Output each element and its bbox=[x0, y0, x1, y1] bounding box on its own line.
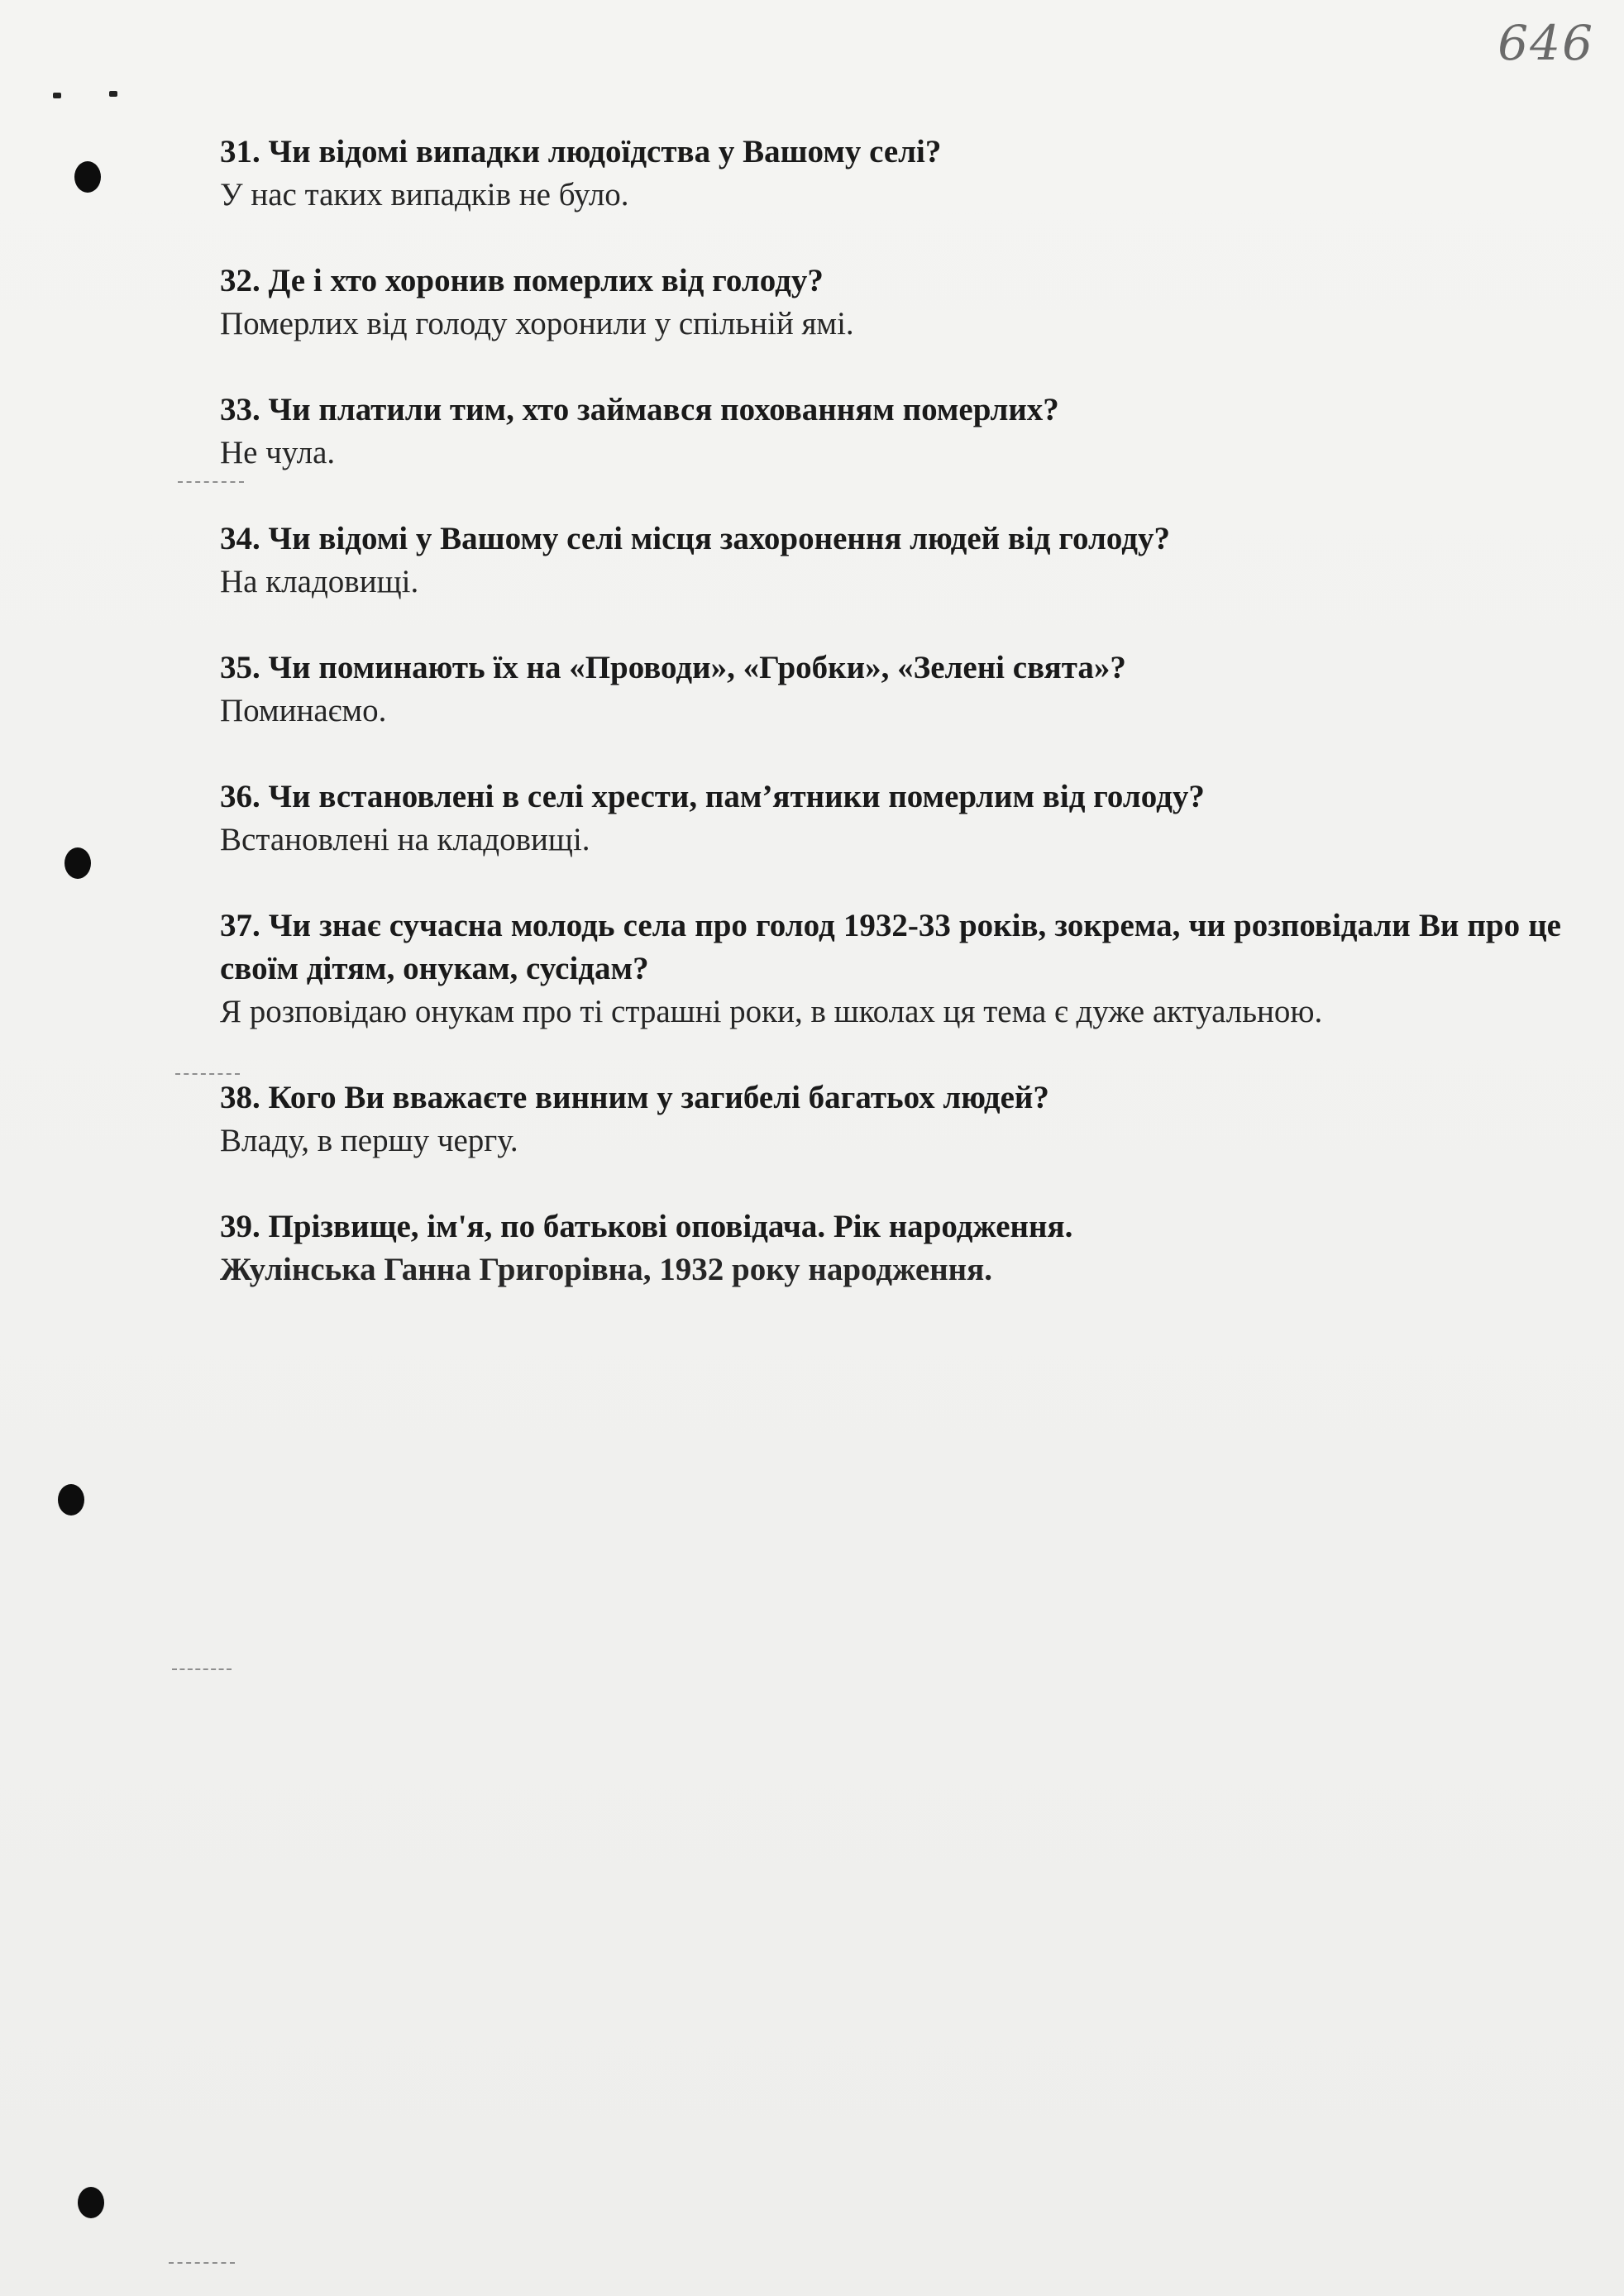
punch-hole bbox=[58, 1484, 84, 1516]
qa-item-38 bbox=[220, 1076, 1561, 1162]
answer-text: У нас таких випадків не було. bbox=[220, 177, 629, 212]
punch-hole bbox=[74, 161, 101, 193]
punch-hole bbox=[78, 2187, 104, 2218]
answer-text: На кладовищі. bbox=[220, 564, 419, 599]
question-text: 34. Чи відомі у Вашому селі місця захоронення людей від голоду? bbox=[220, 521, 1170, 556]
question-text: 31. Чи відомі випадки людоїдства у Вашому селі? bbox=[220, 134, 942, 169]
question-text: 38. Кого Ви вважаєте винним у загибелі багатьох людей? bbox=[220, 1080, 1049, 1115]
punch-hole bbox=[64, 847, 91, 879]
question-text: 33. Чи платили тим, хто займався похованням померлих? bbox=[220, 392, 1059, 427]
question-text: 35. Чи поминають їх на «Проводи», «Гробки», «Зелені свята»? bbox=[220, 650, 1126, 685]
qa-item-32 bbox=[220, 260, 1561, 346]
answer-text: Я розповідаю онукам про ті страшні роки, в школах ця тема є дуже актуальною. bbox=[220, 994, 1323, 1029]
question-text: 37. Чи знає сучасна молодь села про голод 1932-33 років, зокрема, чи розповідали Ви про це своїм дітям, онукам, сусідам? bbox=[220, 908, 1561, 986]
qa-item-37 bbox=[220, 905, 1561, 1033]
qa-item-39 bbox=[220, 1205, 1561, 1291]
qa-item-35 bbox=[220, 647, 1561, 733]
corner-mark bbox=[53, 93, 61, 98]
question-text: 32. Де і хто хоронив померлих від голоду? bbox=[220, 263, 824, 298]
narrator-name: Жулінська Ганна Григорівна, 1932 року народження. bbox=[220, 1252, 993, 1287]
questionnaire bbox=[220, 131, 1561, 1334]
qa-item-34 bbox=[220, 518, 1561, 604]
answer-text: Владу, в першу чергу. bbox=[220, 1123, 518, 1158]
answer-text: Не чула. bbox=[220, 435, 336, 470]
qa-item-33 bbox=[220, 389, 1561, 475]
margin-dash bbox=[172, 1668, 232, 1670]
answer-text: Померлих від голоду хоронили у спільній ямі. bbox=[220, 306, 854, 341]
handwritten-page-number: 646 bbox=[1497, 15, 1594, 71]
qa-item-36 bbox=[220, 776, 1561, 862]
qa-item-31 bbox=[220, 131, 1561, 217]
answer-text: Поминаємо. bbox=[220, 693, 387, 728]
margin-dash bbox=[169, 2262, 235, 2264]
question-text: 36. Чи встановлені в селі хрести, пам’ятники померлим від голоду? bbox=[220, 779, 1205, 814]
corner-mark bbox=[109, 91, 117, 97]
answer-text: Встановлені на кладовищі. bbox=[220, 822, 590, 857]
question-text: 39. Прізвище, ім'я, по батькові оповідача. Рік народження. bbox=[220, 1209, 1073, 1244]
